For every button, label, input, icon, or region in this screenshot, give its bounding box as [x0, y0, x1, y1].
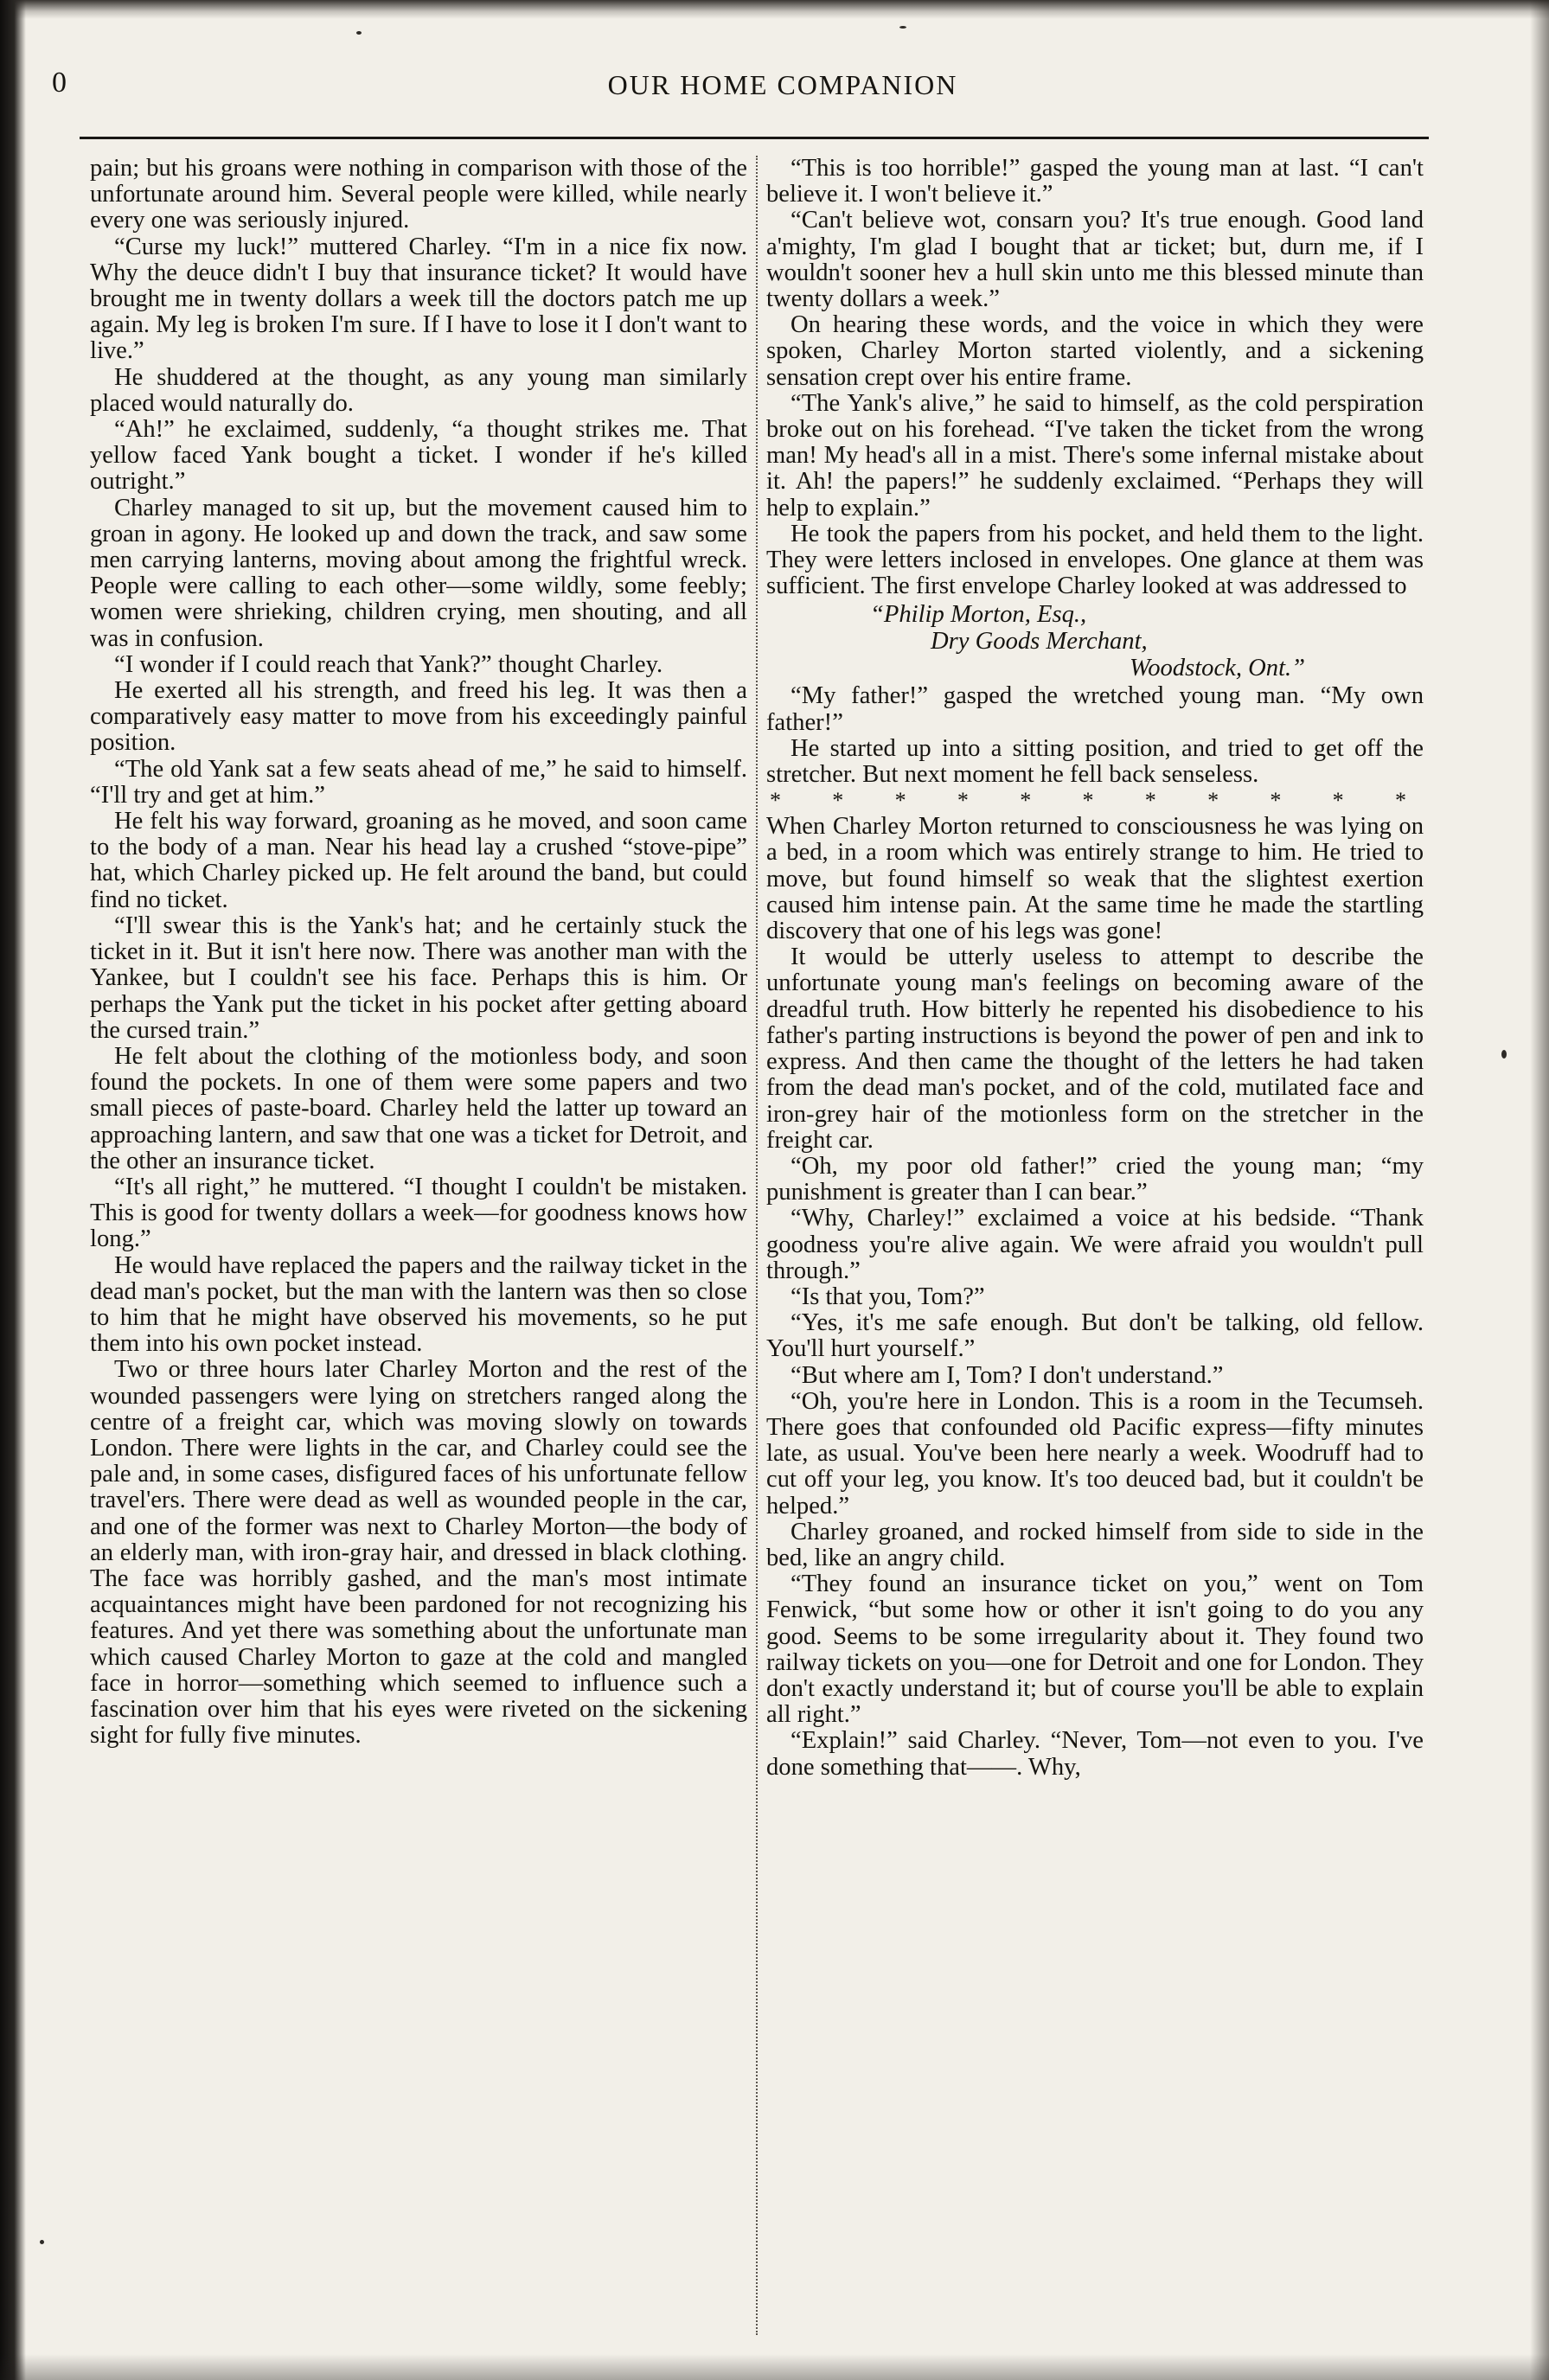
- paragraph: “Yes, it's me safe enough. But don't be talking, old fellow. You'll hurt yourself.”: [766, 1309, 1424, 1363]
- paragraph: It would be utterly useless to attempt to describe the unfortunate young man's feelings on becoming aware of the dreadful truth. How bitterly he repented his disobedience to his father's parting instructions is beyond the power of pen and ink to express. And then came the thought of the letters he had taken from the dead man's pocket, and of the cold, mutilated face and iron-grey hair of the motionless form on the stretcher in the freight car.: [766, 944, 1424, 1154]
- running-title: OUR HOME COMPANION: [607, 69, 958, 100]
- section-break: [766, 788, 1424, 814]
- page-binding-edge: [0, 0, 26, 2380]
- page-shadow-bottom: [0, 2354, 1549, 2380]
- paragraph: “Ah!” he exclaimed, suddenly, “a thought strikes me. That yellow faced Yank bought a ticket. I wonder if he's killed outright.”: [90, 416, 747, 496]
- paragraph: He took the papers from his pocket, and held them to the light. They were letters inclosed in envelopes. One glance at them was sufficient. The first envelope Charley looked at was addressed to: [766, 520, 1424, 600]
- address-line: Woodstock, Ont.”: [1130, 655, 1306, 682]
- asterisk: *: [1144, 788, 1156, 814]
- paragraph: “I'll swear this is the Yank's hat; and he certainly stuck the ticket in it. But it isn't here now. There was another man with the Yankee, but I couldn't see his face. Perhaps this is him. Or perhaps the Yank put the ticket in his pocket after getting aboard the cursed train.”: [90, 912, 747, 1044]
- address-line: Dry Goods Merchant,: [931, 628, 1148, 656]
- asterisk: *: [894, 788, 906, 814]
- paragraph: On hearing these words, and the voice in which they were spoken, Charley Morton started violently, and a sickening sensation crept over his entire frame.: [766, 311, 1424, 391]
- asterisk: *: [1020, 788, 1032, 814]
- paragraph: When Charley Morton returned to consciousness he was lying on a bed, in a room which was entirely strange to him. He tried to move, but found himself so weak that the slightest exertion caused him intense pain. At the same time he made the startling discovery that one of his legs was gone!: [766, 813, 1424, 945]
- paragraph: “Oh, my poor old father!” cried the young man; “my punishment is greater than I can bear.”: [766, 1152, 1424, 1206]
- letter-address: [766, 601, 1424, 681]
- address-line: “Philip Morton, Esq.,: [870, 601, 1087, 629]
- page-shadow-right: [1530, 0, 1549, 2380]
- paragraph: “Can't believe wot, consarn you? It's true enough. Good land a'mighty, I'm glad I bought that ar ticket; but, durn me, if I wouldn't sooner hev a hull skin unto me this blessed minute than twenty dollars a week.”: [766, 207, 1424, 313]
- right-column: [766, 156, 1424, 2335]
- print-speck: [356, 31, 362, 35]
- asterisk: *: [832, 788, 844, 814]
- paragraph: Two or three hours later Charley Morton and the rest of the wounded passengers were lying on stretchers ranged along the centre of a freight car, which was moving slowly on towards London. There were lights in the car, and Charley could see the pale and, in some cases, disfigured faces of his unfortunate fellow travel'ers. There were dead as well as wounded people in the car, and one of the former was next to Charley Morton—the body of an elderly man, with iron-gray hair, and dressed in black clothing. The face was horribly gashed, and the man's most intimate acquaintances might have been pardoned for not recognizing his features. And yet there was something about the unfortunate man which caused Charley Morton to gaze at the cold and mangled face in horror—something which seemed to influence such a fascination over him that his eyes were riveted on the sickening sight for fully five minutes.: [90, 1356, 747, 1750]
- paragraph: “This is too horrible!” gasped the young man at last. “I can't believe it. I won't believe it.”: [766, 156, 1424, 208]
- paragraph: He felt his way forward, groaning as he moved, and soon came to the body of a man. Near his head lay a crushed “stove-pipe” hat, which Charley picked up. He felt around the band, but could find no ticket.: [90, 808, 747, 913]
- paragraph: He shuddered at the thought, as any young man similarly placed would naturally do.: [90, 363, 747, 417]
- paragraph: “The old Yank sat a few seats ahead of me,” he said to himself. “I'll try and get at him.”: [90, 755, 747, 809]
- paragraph: “Oh, you're here in London. This is a room in the Tecumseh. There goes that confounded old Pacific express—fifty minutes late, as usual. You've been here nearly a week. Woodruff had to cut off your leg, you know. It's too deuced bad, but it couldn't be helped.”: [766, 1387, 1424, 1519]
- page-shadow-top: [0, 0, 1549, 19]
- paragraph: “Explain!” said Charley. “Never, Tom—not even to you. I've done something that——. Why,: [766, 1727, 1424, 1781]
- paragraph: He started up into a sitting position, and tried to get off the stretcher. But next moment he fell back senseless.: [766, 734, 1424, 789]
- paragraph: “My father!” gasped the wretched young man. “My own father!”: [766, 682, 1424, 736]
- asterisk: *: [1332, 788, 1344, 814]
- paragraph: He exerted all his strength, and freed his leg. It was then a comparatively easy matter to move from his exceedingly painful position.: [90, 677, 747, 757]
- asterisk: *: [1394, 788, 1406, 814]
- asterisk: *: [770, 788, 781, 814]
- paragraph: pain; but his groans were nothing in comparison with those of the unfortunate around him. Several people were killed, while nearly every one was seriously injured.: [90, 156, 747, 234]
- paragraph: “Curse my luck!” muttered Charley. “I'm in a nice fix now. Why the deuce didn't I buy that insurance ticket? It would have brought me in twenty dollars a week till the doctors patch me up again. My leg is broken I'm sure. If I have to lose it I don't want to live.”: [90, 233, 747, 365]
- asterisk: *: [1082, 788, 1094, 814]
- paragraph: He felt about the clothing of the motionless body, and soon found the pockets. In one of them were some papers and two small pieces of paste-board. Charley held the latter up toward an approaching lantern, and saw that one was a ticket for Detroit, and the other an insurance ticket.: [90, 1042, 747, 1174]
- paragraph: Charley groaned, and rocked himself from side to side in the bed, like an angry child.: [766, 1518, 1424, 1571]
- asterisk: *: [957, 788, 969, 814]
- page-header: [52, 66, 1514, 118]
- header-rule: [80, 137, 1429, 139]
- paragraph: He would have replaced the papers and the railway ticket in the dead man's pocket, but the man with the lantern was then so close to him that he might have observed his movements, so he put them into his own pocket instead.: [90, 1251, 747, 1358]
- paragraph: “It's all right,” he muttered. “I thought I couldn't be mistaken. This is good for twenty dollars a week—for goodness knows how long.”: [90, 1173, 747, 1253]
- asterisk: *: [1270, 788, 1282, 814]
- column-divider: [756, 156, 758, 2335]
- print-speck: [899, 26, 906, 29]
- paragraph: “They found an insurance ticket on you,” went on Tom Fenwick, “but some how or other it isn't going to do you any good. Seems to be some irregularity about it. They found two railway tickets on you—one for Detroit and one for London. They don't exactly understand it; but of course you'll be able to explain all right.”: [766, 1571, 1424, 1729]
- asterisk: *: [1207, 788, 1219, 814]
- paragraph: “Why, Charley!” exclaimed a voice at his bedside. “Thank goodness you're alive again. We were afraid you wouldn't pull through.”: [766, 1205, 1424, 1284]
- paragraph: “I wonder if I could reach that Yank?” thought Charley.: [114, 650, 663, 678]
- print-speck: [40, 2240, 44, 2244]
- paragraph: “But where am I, Tom? I don't understand.”: [791, 1361, 1224, 1389]
- left-column: [90, 156, 747, 2335]
- paragraph: Charley managed to sit up, but the movement caused him to groan in agony. He looked up and down the track, and saw some men carrying lanterns, moving about among the frightful wreck. People were calling to each other—some wildly, some feebly; women were shrieking, children crying, men shouting, and all was in confusion.: [90, 494, 747, 652]
- page-number: 0: [52, 67, 67, 99]
- print-speck: [1501, 1050, 1507, 1059]
- paragraph: “The Yank's alive,” he said to himself, as the cold perspiration broke out on his forehead. “I've taken the ticket from the wrong man! My head's all in a mist. There's some infernal mistake about it. Ah! the papers!” he suddenly exclaimed. “Perhaps they will help to explain.”: [766, 389, 1424, 521]
- paragraph: “Is that you, Tom?”: [791, 1283, 985, 1310]
